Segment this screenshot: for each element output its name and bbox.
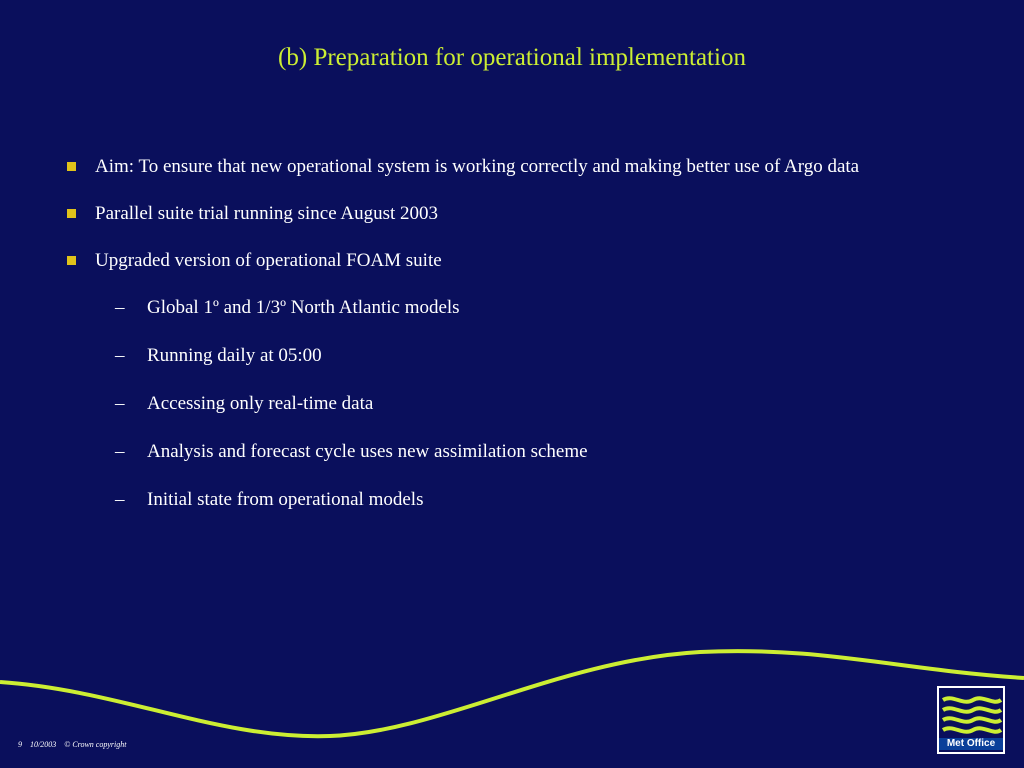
sub-bullet-text: Global 1º and 1/3º North Atlantic models — [147, 297, 460, 318]
footer-date: 10/2003 — [30, 740, 57, 749]
page-number: 9 — [18, 740, 22, 749]
sub-bullet-item — [62, 481, 942, 518]
sub-bullet-text: Analysis and forecast cycle uses new assimilation scheme — [147, 441, 588, 462]
sub-bullet-item — [62, 433, 942, 470]
sub-bullet-item — [62, 289, 942, 326]
sub-bullet-text: Accessing only real-time data — [147, 393, 374, 414]
bullet-text: Parallel suite trial running since August 2003 — [95, 203, 439, 224]
decorative-wave — [0, 600, 1024, 768]
square-bullet-icon — [67, 209, 76, 218]
sub-bullet-text: Initial state from operational models — [147, 489, 424, 510]
square-bullet-icon — [67, 162, 76, 171]
sub-bullet-item — [62, 385, 942, 422]
bullet-item — [62, 195, 942, 232]
dash-bullet-icon: – — [115, 393, 125, 414]
bullet-text: Upgraded version of operational FOAM suite — [95, 250, 442, 271]
met-office-logo — [937, 686, 1005, 754]
sub-bullet-item — [62, 337, 942, 374]
slide-content — [62, 148, 942, 529]
logo-text: Met Office — [939, 738, 1003, 750]
square-bullet-icon — [67, 256, 76, 265]
slide-title: (b) Preparation for operational implementation — [278, 44, 746, 71]
dash-bullet-icon: – — [115, 441, 125, 462]
bullet-text: Aim: To ensure that new operational system is working correctly and making better use of Argo data — [95, 156, 860, 177]
footer-copyright: © Crown copyright — [64, 740, 127, 749]
waves-icon — [939, 688, 1003, 738]
sub-bullet-text: Running daily at 05:00 — [147, 345, 322, 366]
dash-bullet-icon: – — [115, 345, 125, 366]
bullet-item — [62, 242, 942, 279]
bullet-item — [62, 148, 942, 185]
slide-footer — [18, 740, 132, 750]
wave-line — [0, 651, 1024, 736]
dash-bullet-icon: – — [115, 297, 125, 318]
dash-bullet-icon: – — [115, 489, 125, 510]
